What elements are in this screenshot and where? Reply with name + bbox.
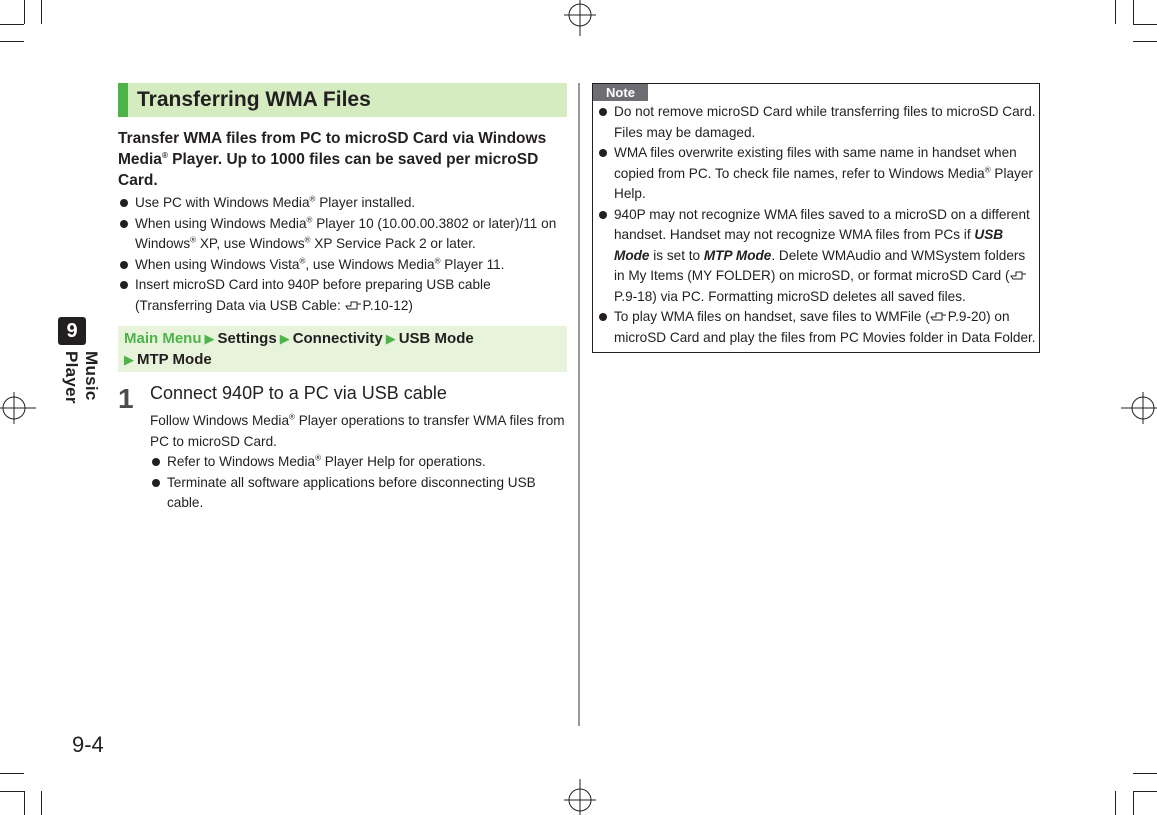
list-item: WMA files overwrite existing files with same name in handset when copied from PC. To check file names, refer to Windows Media® Player Help. bbox=[597, 143, 1037, 205]
list-item: Refer to Windows Media® Player Help for operations. bbox=[150, 452, 568, 473]
step-title: Connect 940P to a PC via USB cable bbox=[150, 383, 447, 403]
section-heading: Transferring WMA Files bbox=[118, 83, 567, 117]
page-reference-link[interactable]: P.10-12) bbox=[362, 297, 413, 313]
step-notes-list bbox=[150, 452, 568, 514]
arrow-icon: ▶ bbox=[385, 331, 396, 346]
page-reference-link[interactable]: P.9-18) via PC. Formatting microSD deletes all saved files. bbox=[614, 288, 966, 304]
menu-path bbox=[118, 326, 567, 372]
page-number: 9-4 bbox=[72, 732, 104, 757]
registration-mark-right bbox=[1121, 388, 1157, 428]
page-reference-link[interactable]: P.9-20) on microSD Card and play the files from PC Movies folder in Data Folder. bbox=[614, 309, 1036, 345]
list-item: Use PC with Windows Media® Player installed. bbox=[118, 193, 566, 214]
list-item: 940P may not recognize WMA files saved to a microSD on a different handset. Handset may not recognize WMA files from PCs if USB Mode is set to MTP Mode. Delete WMAudio and WMSystem folders in My Items (MY FOLDER) on microSD, or format microSD Card (P.9-18) via PC. Formatting microSD deletes all saved files. bbox=[597, 205, 1037, 308]
menu-connectivity: Connectivity bbox=[292, 330, 383, 347]
list-item: To play WMA files on handset, save files to WMFile ( P.9-20) on microSD Card and play the files from PC Movies folder in Data Folder. bbox=[597, 307, 1037, 348]
menu-settings: Settings bbox=[217, 330, 277, 347]
menu-mtp-mode: MTP Mode bbox=[137, 351, 212, 368]
registration-mark-bottom bbox=[560, 779, 600, 815]
menu-main: Main Menu bbox=[124, 330, 202, 347]
registration-mark-left bbox=[0, 388, 36, 428]
page-reference-icon bbox=[1010, 270, 1027, 281]
page-reference-icon bbox=[345, 300, 362, 311]
chapter-title: Music Player bbox=[62, 351, 101, 404]
intro-text: Transfer WMA files from PC to microSD Card via Windows Media® Player. Up to 1000 files can be saved per microSD Card. bbox=[118, 130, 547, 189]
list-item: When using Windows Media® Player 10 (10.00.00.3802 or later)/11 on Windows® XP, use Windows® XP Service Pack 2 or later. bbox=[118, 214, 566, 255]
list-item: When using Windows Vista®, use Windows Media® Player 11. bbox=[118, 255, 566, 276]
requirements-list bbox=[118, 193, 566, 316]
arrow-icon: ▶ bbox=[279, 331, 290, 346]
column-divider bbox=[578, 83, 580, 726]
chapter-number: 9 bbox=[58, 317, 86, 345]
registration-mark-top bbox=[560, 0, 600, 36]
menu-usb-mode: USB Mode bbox=[398, 330, 474, 347]
arrow-icon: ▶ bbox=[204, 331, 215, 346]
list-item: Terminate all software applications before disconnecting USB cable. bbox=[150, 473, 568, 514]
list-item: Do not remove microSD Card while transferring files to microSD Card. Files may be damaged. bbox=[597, 102, 1037, 143]
step-number: 1 bbox=[118, 383, 134, 414]
note-list bbox=[597, 102, 1037, 348]
page-reference-icon bbox=[930, 311, 947, 322]
chapter-tab bbox=[58, 317, 101, 457]
step-description: Follow Windows Media® Player operations to transfer WMA files from PC to microSD Card. bbox=[150, 412, 565, 449]
note-label: Note bbox=[593, 84, 648, 101]
list-item: Insert microSD Card into 940P before preparing USB cable (Transferring Data via USB Cable: P.10-12) bbox=[118, 275, 566, 316]
arrow-icon: ▶ bbox=[124, 352, 134, 367]
